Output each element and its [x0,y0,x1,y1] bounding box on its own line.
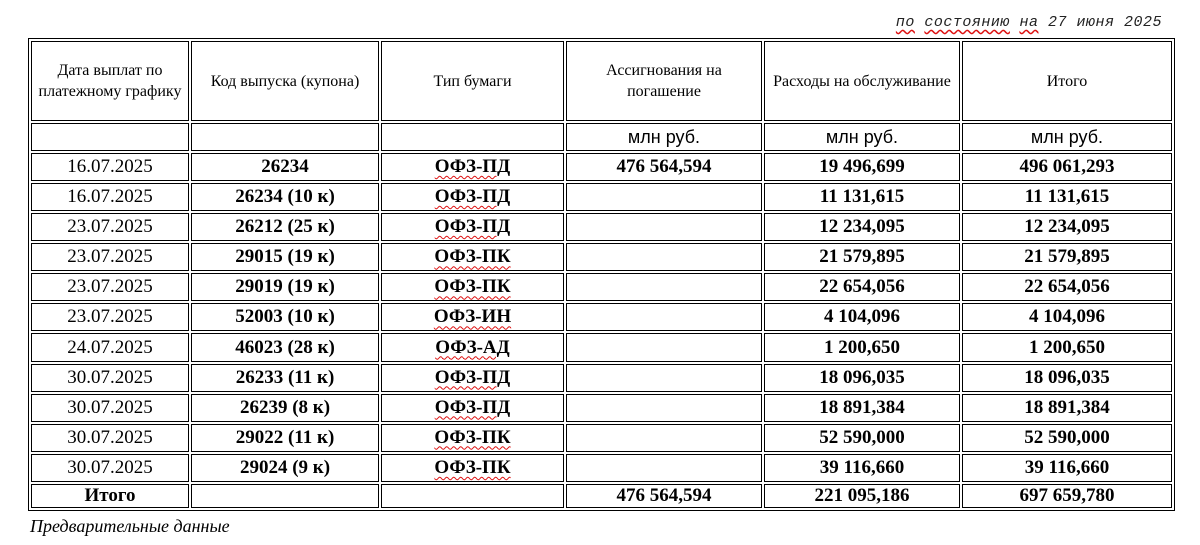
table-row [31,183,1172,211]
table-row [31,213,1172,241]
cell-code: 29019 (19 к) [191,273,379,301]
security-type-text: ОФЗ-ПД [434,396,511,418]
cell-code: 26234 (10 к) [191,183,379,211]
cell-servicing: 21 579,895 [764,243,960,271]
header-code: Код выпуска (купона) [191,41,379,121]
cell-total: 22 654,056 [962,273,1172,301]
cell-total: 11 131,615 [962,183,1172,211]
total-row [31,484,1172,508]
total-servicing: 221 095,186 [764,484,960,508]
security-type-text: ОФЗ-ПД [434,156,511,178]
cell-type [381,333,564,361]
cell-redemption [566,454,762,482]
cell-date: 30.07.2025 [31,454,189,482]
cell-redemption [566,303,762,331]
header-servicing: Расходы на обслуживание [764,41,960,121]
cell-total: 18 096,035 [962,364,1172,392]
header-total: Итого [962,41,1172,121]
header-redemption: Ассигнования на погашение [566,41,762,121]
as-of-word: по [895,14,915,31]
units-total: млн руб. [962,123,1172,151]
cell-code: 26233 (11 к) [191,364,379,392]
cell-code: 46023 (28 к) [191,333,379,361]
cell-total: 496 061,293 [962,153,1172,181]
cell-code: 26234 [191,153,379,181]
total-type [381,484,564,508]
cell-servicing: 22 654,056 [764,273,960,301]
cell-redemption [566,364,762,392]
cell-servicing: 19 496,699 [764,153,960,181]
cell-servicing: 4 104,096 [764,303,960,331]
cell-date: 30.07.2025 [31,394,189,422]
cell-date: 23.07.2025 [31,213,189,241]
cell-code: 29015 (19 к) [191,243,379,271]
cell-type [381,394,564,422]
cell-type [381,183,564,211]
cell-redemption [566,424,762,452]
footnote: Предварительные данные [30,516,230,536]
header-type: Тип бумаги [381,41,564,121]
security-type-text: ОФЗ-ПК [434,276,511,298]
security-type-text: ОФЗ-ПД [434,216,511,238]
cell-redemption [566,213,762,241]
header-row [31,41,1172,121]
cell-total: 12 234,095 [962,213,1172,241]
cell-date: 23.07.2025 [31,243,189,271]
cell-redemption [566,183,762,211]
security-type-text: ОФЗ-ПК [434,426,511,448]
cell-servicing: 11 131,615 [764,183,960,211]
table-row [31,303,1172,331]
table-row [31,333,1172,361]
cell-type [381,153,564,181]
cell-servicing: 52 590,000 [764,424,960,452]
as-of-date-value: 27 июня 2025 [1047,14,1162,31]
cell-date: 30.07.2025 [31,424,189,452]
table-row [31,424,1172,452]
security-type-text: ОФЗ-ПК [434,456,511,478]
cell-redemption [566,394,762,422]
table-row [31,364,1172,392]
cell-total: 18 891,384 [962,394,1172,422]
cell-redemption [566,243,762,271]
cell-servicing: 18 891,384 [764,394,960,422]
cell-code: 52003 (10 к) [191,303,379,331]
security-type-text: ОФЗ-ИН [433,306,512,328]
table-body [31,153,1172,482]
cell-type [381,273,564,301]
as-of-date [896,14,1162,31]
units-row [31,123,1172,151]
cell-total: 21 579,895 [962,243,1172,271]
as-of-word: состоянию [924,14,1010,31]
cell-date: 24.07.2025 [31,333,189,361]
cell-total: 52 590,000 [962,424,1172,452]
cell-date: 23.07.2025 [31,273,189,301]
cell-date: 30.07.2025 [31,364,189,392]
cell-servicing: 18 096,035 [764,364,960,392]
total-redemption: 476 564,594 [566,484,762,508]
cell-type [381,424,564,452]
cell-redemption [566,333,762,361]
security-type-text: ОФЗ-АД [435,336,510,358]
units-empty [31,123,189,151]
as-of-word: на [1019,14,1039,31]
cell-total: 1 200,650 [962,333,1172,361]
units-empty [381,123,564,151]
security-type-text: ОФЗ-ПД [434,366,511,388]
cell-servicing: 39 116,660 [764,454,960,482]
cell-date: 16.07.2025 [31,153,189,181]
cell-code: 26212 (25 к) [191,213,379,241]
table-row [31,153,1172,181]
cell-type [381,364,564,392]
payments-table [28,38,1175,511]
cell-date: 23.07.2025 [31,303,189,331]
cell-code: 26239 (8 к) [191,394,379,422]
table-row [31,243,1172,271]
cell-date: 16.07.2025 [31,183,189,211]
total-label: Итого [31,484,189,508]
table-row [31,454,1172,482]
units-servicing: млн руб. [764,123,960,151]
table-row [31,273,1172,301]
cell-code: 29024 (9 к) [191,454,379,482]
total-code [191,484,379,508]
cell-type [381,303,564,331]
header-date: Дата выплат по платежному графику [31,41,189,121]
cell-total: 4 104,096 [962,303,1172,331]
cell-servicing: 1 200,650 [764,333,960,361]
cell-type [381,454,564,482]
cell-redemption: 476 564,594 [566,153,762,181]
cell-redemption [566,273,762,301]
security-type-text: ОФЗ-ПК [434,246,511,268]
cell-type [381,213,564,241]
security-type-text: ОФЗ-ПД [434,186,511,208]
units-redemption: млн руб. [566,123,762,151]
cell-total: 39 116,660 [962,454,1172,482]
cell-code: 29022 (11 к) [191,424,379,452]
table-row [31,394,1172,422]
units-empty [191,123,379,151]
total-total: 697 659,780 [962,484,1172,508]
cell-type [381,243,564,271]
cell-servicing: 12 234,095 [764,213,960,241]
